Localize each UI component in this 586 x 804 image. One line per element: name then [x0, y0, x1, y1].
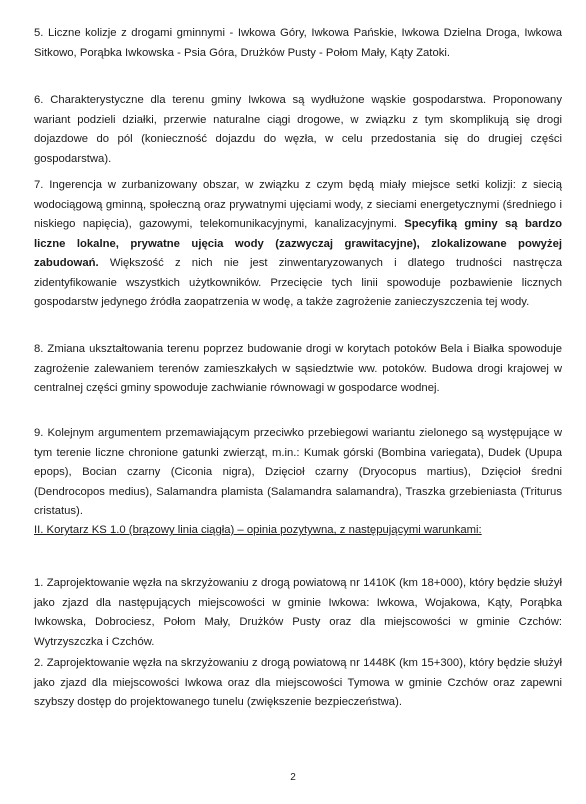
condition-1: 1. Zaprojektowanie węzła na skrzyżowaniu z drogą powiatową nr 1410K (km 18+000), który będzie służył jako zjazd dla następujących miejscowości w gminie Iwkowa: Iwkowa, Wojakowa, Kąty, Porąbka Iwkowska, Dobrociesz, Połom Mały, Drużków Pusty oraz dla miejscowości w gminie Czchów: Wytrzyszczka i Czchów. — [34, 577, 562, 648]
paragraph-7-text-start: 7. Ingerencja w zurbanizowany obszar, w związku z czym będą miały miejsce setki kolizji: z siecią wodociągową gminną, społeczną oraz prywatnymi ujęciami wody, z sieciami energetycznymi (średniego i niskiego napięcia), gazowymi, telekomunikacyjnymi, kanalizacyjnymi. — [34, 179, 562, 230]
paragraph-7-bold-text: Specyfiką gminy są bardzo liczne lokalne, prywatne ujęcia wody (zazwyczaj grawitacyjne), zlokalizowane powyżej zabudowań. — [34, 218, 562, 269]
paragraph-5: 5. Liczne kolizje z drogami gminnymi - Iwkowa Góry, Iwkowa Pańskie, Iwkowa Dzielna Droga, Iwkowa Sitkowo, Porąbka Iwkowska - Psia Góra, Drużków Pusty - Połom Mały, Kąty Zatoki. — [34, 27, 562, 59]
section-heading-ii-text: II. Korytarz KS 1.0 (brązowy linia ciągła) – opinia pozytywna, z następującymi warunkami: — [34, 524, 482, 536]
paragraph-7-text-end: Większość z nich nie jest zinwentaryzowanych i dlatego trudności nastręcza zidentyfikowanie wszystkich użytkowników. Przecięcie tych linii spowoduje pozbawienie licznych gospodarstw jedynego źródła zaopatrzenia w wodę, a także zagrożenie zanieczyszczenia tej wody. — [34, 257, 562, 308]
paragraph-7 — [34, 176, 562, 313]
page-number: 2 — [290, 772, 296, 783]
paragraph-8: 8. Zmiana ukształtowania terenu poprzez budowanie drogi w korytach potoków Bela i Białka spowoduje zagrożenie zalewaniem terenów zamieszkałych w sąsiedztwie ww. potoków. Budowa drogi krajowej w centralnej części gminy spowoduje zachwianie równowagi w gospodarce wodnej. — [34, 343, 562, 394]
paragraph-6: 6. Charakterystyczne dla terenu gminy Iwkowa są wydłużone wąskie gospodarstwa. Proponowany wariant podzieli działki, przerwie naturalne ciągi drogowe, w związku z tym skomplikują się drogi dojazdowe do pól (konieczność dojazdu do węzła, w celu przedostania się do drugiej części gospodarstwa). — [34, 94, 562, 165]
condition-2: 2. Zaprojektowanie węzła na skrzyżowaniu z drogą powiatową nr 1448K (km 15+300), który będzie służył jako zjazd dla miejscowości Iwkowa oraz dla miejscowości Tymowa w gminie Czchów oraz zapewni szybszy dostęp do projektowanego tunelu (zwiększenie bezpieczeństwa). — [34, 657, 562, 708]
paragraph-9: 9. Kolejnym argumentem przemawiającym przeciwko przebiegowi wariantu zielonego są występujące w tym terenie liczne chronione gatunki zwierząt, m.in.: Kumak górski (Bombina variegata), Dudek (Upupa epops), Bocian czarny (Ciconia nigra), Dzięcioł czarny (Dryocopus martius), Dzięcioł średni (Dendrocopos medius), Salamandra plamista (Salamandra salamandra), Traszka grzebieniasta (Triturus cristatus). — [34, 427, 562, 517]
section-heading-ii — [34, 521, 562, 541]
